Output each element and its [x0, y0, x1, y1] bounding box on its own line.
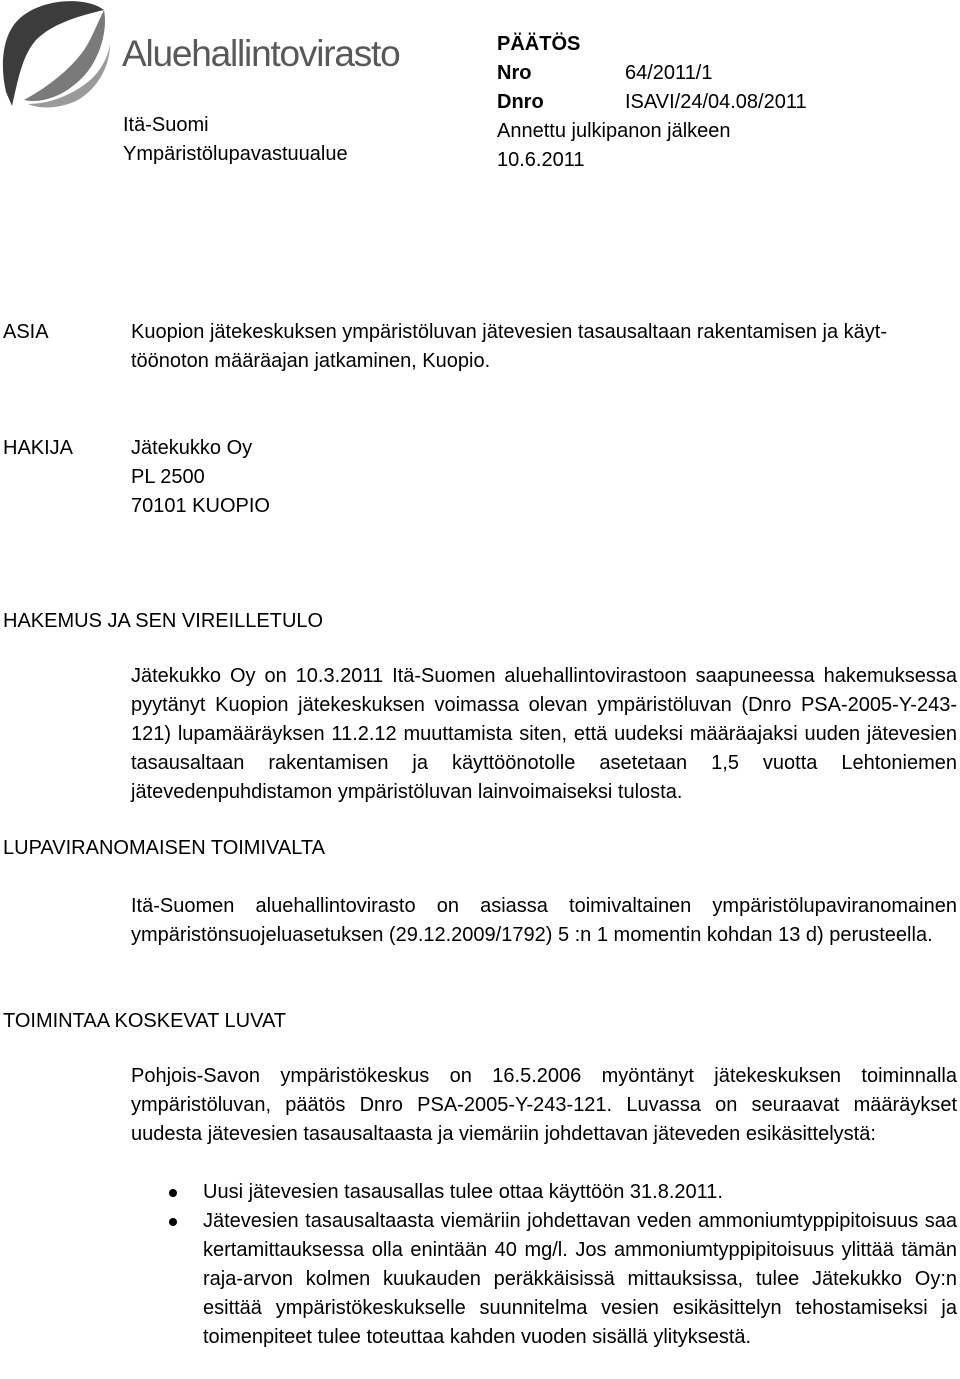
hakija-city: 70101 KUOPIO — [131, 495, 270, 517]
list-item — [160, 1178, 957, 1207]
luvat-bullet-list — [160, 1178, 957, 1352]
nro-label: Nro — [497, 62, 532, 84]
bullet-icon — [169, 1218, 177, 1226]
toimivalta-heading: LUPAVIRANOMAISEN TOIMIVALTA — [3, 837, 325, 859]
luvat-heading: TOIMINTAA KOSKEVAT LUVAT — [3, 1010, 287, 1032]
hakemus-heading: HAKEMUS JA SEN VIREILLETULO — [3, 610, 324, 632]
aluehallintovirasto-logo-icon — [0, 0, 115, 110]
asia-line-1: Kuopion jätekeskuksen ympäristöluvan jätevesien tasausaltaan rakentamisen ja käyt- — [131, 321, 887, 343]
issued-label: Annettu julkipanon jälkeen — [497, 120, 731, 142]
bullet-text: Uusi jätevesien tasausallas tulee ottaa käyttöön 31.8.2011. — [203, 1181, 723, 1203]
hakija-label: HAKIJA — [3, 437, 74, 459]
asia-label: ASIA — [3, 321, 49, 343]
doc-type: PÄÄTÖS — [497, 33, 581, 55]
list-item — [160, 1207, 957, 1352]
region-name: Itä-Suomi — [123, 114, 209, 136]
nro-value: 64/2011/1 — [625, 62, 713, 84]
issued-date: 10.6.2011 — [497, 149, 585, 171]
bullet-text: Jätevesien tasausaltaasta viemäriin johdettavan veden ammoniumtyppipitoisuus saa kertamittauksessa olla enintään 40 mg/l. Jos ammoniumtyppipitoisuus ylittää tämän raja-arvon kolmen kuukauden peräkkäisissä mittauksissa, tulee Jätekukko Oy:n esittää ympäristökeskukselle suunnitelma vesien esikäsittelyn tehostamiseksi ja toimenpiteet tulee toteuttaa kahden vuoden sisällä ylityksestä. — [203, 1210, 957, 1348]
dnro-value: ISAVI/24/04.08/2011 — [625, 91, 807, 113]
luvat-paragraph: Pohjois-Savon ympäristökeskus on 16.5.2006 myöntänyt jätekeskuksen toiminnalla ympäristöluvan, päätös Dnro PSA-2005-Y-243-121. Luvassa on seuraavat määräykset uudesta jätevesien tasausaltaasta ja viemäriin johdettavan jäteveden esikäsittelystä: — [131, 1065, 957, 1145]
unit-name: Ympäristölupavastuualue — [123, 143, 348, 165]
hakija-name: Jätekukko Oy — [131, 437, 253, 459]
hakija-po-box: PL 2500 — [131, 466, 205, 488]
hakemus-paragraph: Jätekukko Oy on 10.3.2011 Itä-Suomen aluehallintovirastoon saapuneessa hakemuksessa pyytänyt Kuopion jätekeskuksen voimassa olevan ympäristöluvan (Dnro PSA-2005-Y-243-121) lupamääräyksen 11.2.12 muuttamista siten, että uudeksi määräajaksi uuden jätevesien tasausaltaan rakentamisen ja käyttöönotolle asetetaan 1,5 vuotta Lehtoniemen jätevedenpuhdistamon ympäristöluvan lainvoimaiseksi tulosta. — [131, 665, 957, 803]
org-name-logo-text: Aluehallintovirasto — [122, 33, 400, 74]
dnro-label: Dnro — [497, 91, 544, 113]
bullet-icon — [169, 1189, 177, 1197]
toimivalta-paragraph: Itä-Suomen aluehallintovirasto on asiassa toimivaltainen ympäristölupaviranomainen ympäristönsuojeluasetuksen (29.12.2009/1792) 5 :n 1 momentin kohdan 13 d) perusteella. — [131, 895, 957, 946]
asia-line-2: töönoton määräajan jatkaminen, Kuopio. — [131, 350, 491, 372]
